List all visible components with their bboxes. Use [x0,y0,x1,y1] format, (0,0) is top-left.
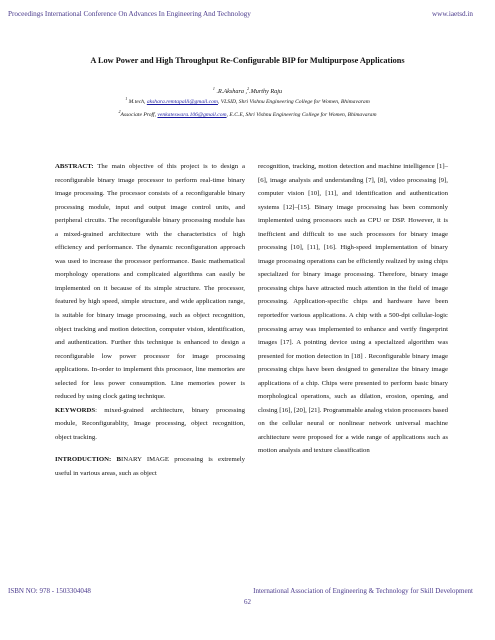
keywords-label: KEYWORDS [55,406,96,414]
running-header-right: www.iaetsd.in [431,10,473,18]
footer-isbn: ISBN NO: 978 - 1503304048 [8,587,91,595]
abstract-label: ABSTRACT: [55,163,94,170]
affiliation-1-superscript: 1 [125,96,128,102]
paper-title: A Low Power and High Throughput Re-Configurable BIP for Multipurpose Applications [90,56,405,65]
section-spacer [55,444,245,453]
affiliation-2-superscript: 2 [118,109,121,115]
affiliation-2-email-link[interactable]: venkateswara.106@gmail.com [157,112,227,118]
affiliation-1-prefix: M.tech, [127,99,147,105]
affiliation-2-suffix: , E.C.E, Shri Vishnu Engineering College for Women, Bhimavaram [226,112,377,118]
left-column [55,160,245,481]
author-line [0,85,495,95]
running-header-left: Proceedings International Conference On Advances In Engineering And Technology [8,10,251,18]
introduction-paragraph [55,453,245,480]
affiliation-1-suffix: , VLSID, Shri Vishnu Engineering College for Women, Bhimavaram [217,99,370,105]
introduction-text: INARY IMAGE processing is extremely useful in various areas, such as object [55,456,245,478]
right-column-text: recognition, tracking, motion detection and machine intelligence [1]–[6], image analysis and understanding [7], [8], video processing [9], computer vision [10], [11], and identification and authentication systems [12]–[15]. Binary image processing has been commonly implemented using processors such as CPU or DSP. However, it is inefficient and difficult to use such processors for binary image processing [10], [11], [16]. High-speed implementation of binary image processing operations can be efficiently realized by using chips specialized for binary image processing. Therefore, binary image processing chips have attracted much attention in the field of image processing. Application-specific chips and hardware have been reportedfor various applications. A chip with a 500-dpi cellular-logic processing array was implemented to enhance and verify fingerprint images [17]. A pointing device using a specialized algorithm was presented for motion detection in [18] . Reconfigurable binary image processing chips have been designed to generalize the binary image applications of a chip. Chips were presented to perform basic binary morphological operations, such as dilation, erosion, opening, and closing [16], [20], [21]. Programmable analog vision processors based on the cellular neural or nonlinear network universal machine architecture were proposed for a wide range of applications such as motion analysis and texture classification [258,163,448,455]
footer-organization: International Association of Engineering & Technology for Skill Development [253,587,473,595]
affiliation-2-prefix: Associate Proff, [120,112,158,118]
author-1-name: .R.Akshara , [214,88,248,95]
author-2-superscript: 2 [247,85,250,91]
keywords-paragraph [55,404,245,445]
affiliation-1 [0,96,495,105]
author-2-name: .Murthy Raju [249,88,283,95]
introduction-label: INTRODUCTION: B [55,456,121,464]
keywords-text: : mixed-grained architecture, binary processing module, Reconfigurablity, Image processing, object recognition, object tracking. [55,406,245,441]
abstract-text: The main objective of this project is to design a reconfigurable binary image processor to perform real-time binary image processing. The processor consists of a reconfigurable binary processing module, input and output image control units, and peripheral circuits. The reconfigurable binary processing module has a mixed-grained architecture with the characteristics of high efficiency and performance. The dynamic reconfiguration approach was used to increase the processor performance. Basic mathematical morphology operations and complicated algorithms can easily be implemented on it because of its simple structure. The processor, featured by high speed, simple structure, and wide application range, is suitable for binary image processing, such as object recognition, object tracking and motion detection, computer vision, identification, and authentication. Further this technique is enhanced to design a reconfigurable low power processor for image processing applications. In-order to implement this processor, line memories are selected for less power consumption. Line memories power is reduced by using clock gating technique. [55,163,245,401]
author-1-superscript: 1 [212,85,215,91]
affiliation-2 [0,109,495,118]
affiliation-1-email-link[interactable]: akshara.remtapalli@gmail.com [146,99,218,105]
right-column [258,160,448,458]
abstract-paragraph [55,160,245,404]
page-number: 62 [244,598,251,606]
